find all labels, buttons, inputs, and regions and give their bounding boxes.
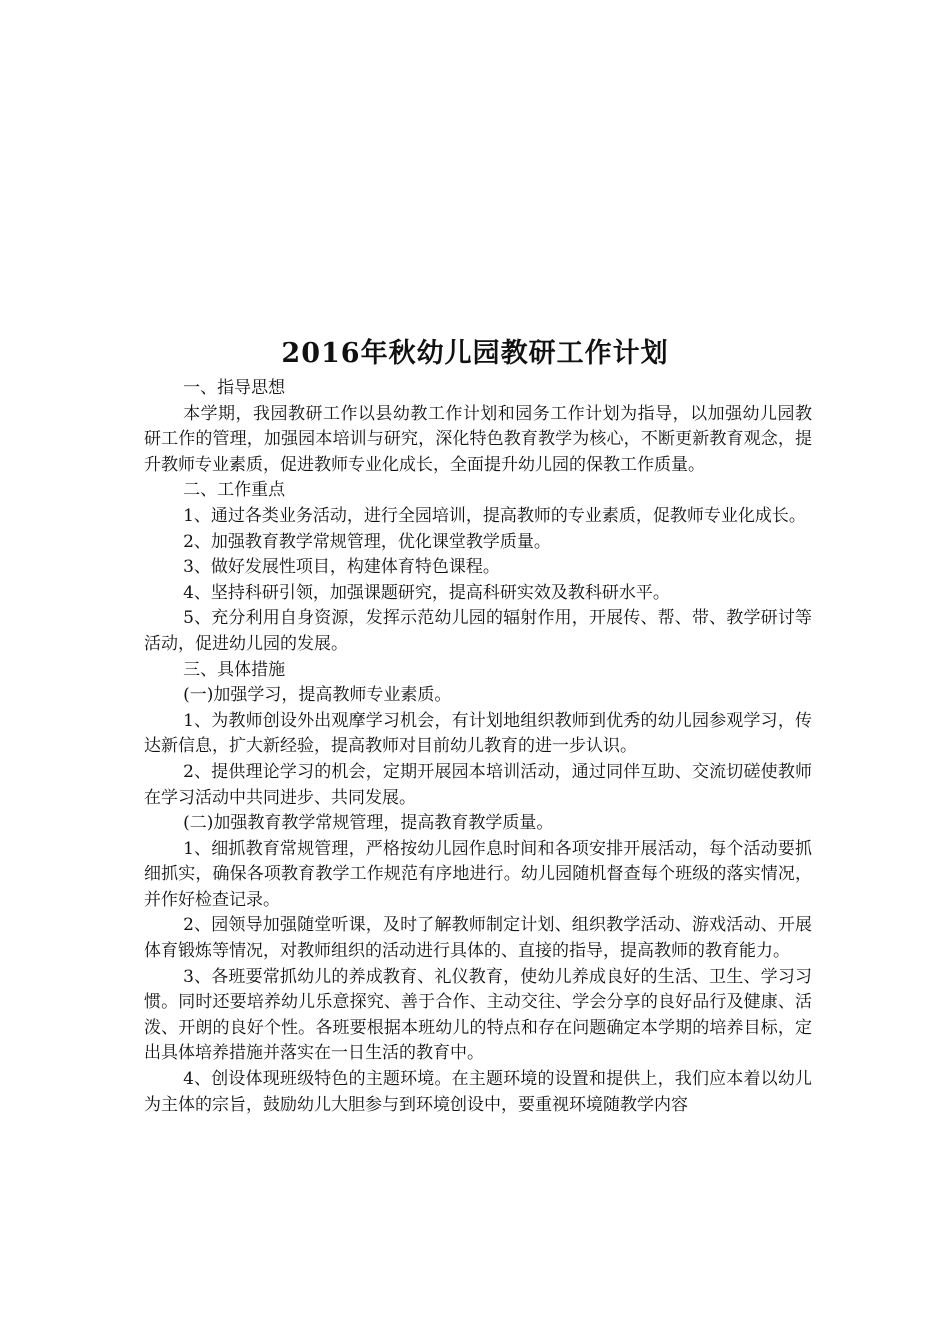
document-title: 2016年秋幼儿园教研工作计划	[281, 338, 669, 369]
paragraph: 4、创设体现班级特色的主题环境。在主题环境的设置和提供上，我们应本着以幼儿为主体的宗旨，鼓励幼儿大胆参与到环境创设中，要重视环境随教学内容	[144, 1069, 812, 1115]
paragraph: 本学期，我园教研工作以县幼教工作计划和园务工作计划为指导，以加强幼儿园教研工作的管理，加强园本培训与研究，深化特色教育教学为核心，不断更新教育观念，提升教师专业素质，促进教师专业化成长，全面提升幼儿园的保教工作质量。	[144, 403, 812, 475]
paragraph: 1、为教师创设外出观摩学习机会，有计划地组织教师到优秀的幼儿园参观学习，传达新信息，扩大新经验，提高教师对目前幼儿教育的进一步认识。	[144, 710, 812, 757]
document-body	[144, 376, 812, 1118]
section-heading: 一、指导思想	[183, 378, 286, 398]
paragraph: 3、做好发展性项目，构建体育特色课程。	[183, 557, 500, 578]
paragraph: 5、充分利用自身资源，发挥示范幼儿园的辐射作用，开展传、帮、带、教学研讨等活动，促进幼儿园的发展。	[144, 608, 812, 654]
paragraph: 2、园领导加强随堂听课，及时了解教师制定计划、组织教学活动、游戏活动、开展体育锻炼等情况，对教师组织的活动进行具体的、直接的指导，提高教师的教育能力。	[144, 915, 812, 962]
section-heading: 三、具体措施	[183, 659, 286, 680]
section-heading: 二、工作重点	[183, 480, 286, 501]
paragraph: 2、提供理论学习的机会，定期开展园本培训活动，通过同伴互助、交流切磋使教师在学习活动中共同进步、共同发展。	[144, 761, 812, 808]
paragraph: 2、加强教育教学常规管理，优化课堂教学质量。	[183, 531, 551, 552]
paragraph: 1、细抓教育常规管理，严格按幼儿园作息时间和各项安排开展活动，每个活动要抓细抓实，确保各项教育教学工作规范有序地进行。幼儿园随机督查每个班级的落实情况，并作好检查记录。	[144, 838, 812, 910]
paragraph: 3、各班要常抓幼儿的养成教育、礼仪教育，使幼儿养成良好的生活、卫生、学习习惯。同时还要培养幼儿乐意探究、善于合作、主动交往、学会分享的良好品行及健康、活泼、开朗的良好个性。各班要根据本班幼儿的特点和存在问题确定本学期的培养目标，定出具体培养措施并落实在一日生活的教育中。	[144, 966, 812, 1064]
subsection-heading: (一)加强学习，提高教师专业素质。	[183, 685, 452, 706]
subsection-heading: (二)加强教育教学常规管理，提高教育教学质量。	[183, 813, 554, 834]
paragraph: 1、通过各类业务活动，进行全园培训，提高教师的专业素质，促教师专业化成长。	[183, 505, 806, 526]
paragraph: 4、坚持科研引领，加强课题研究，提高科研实效及教科研水平。	[183, 582, 670, 603]
